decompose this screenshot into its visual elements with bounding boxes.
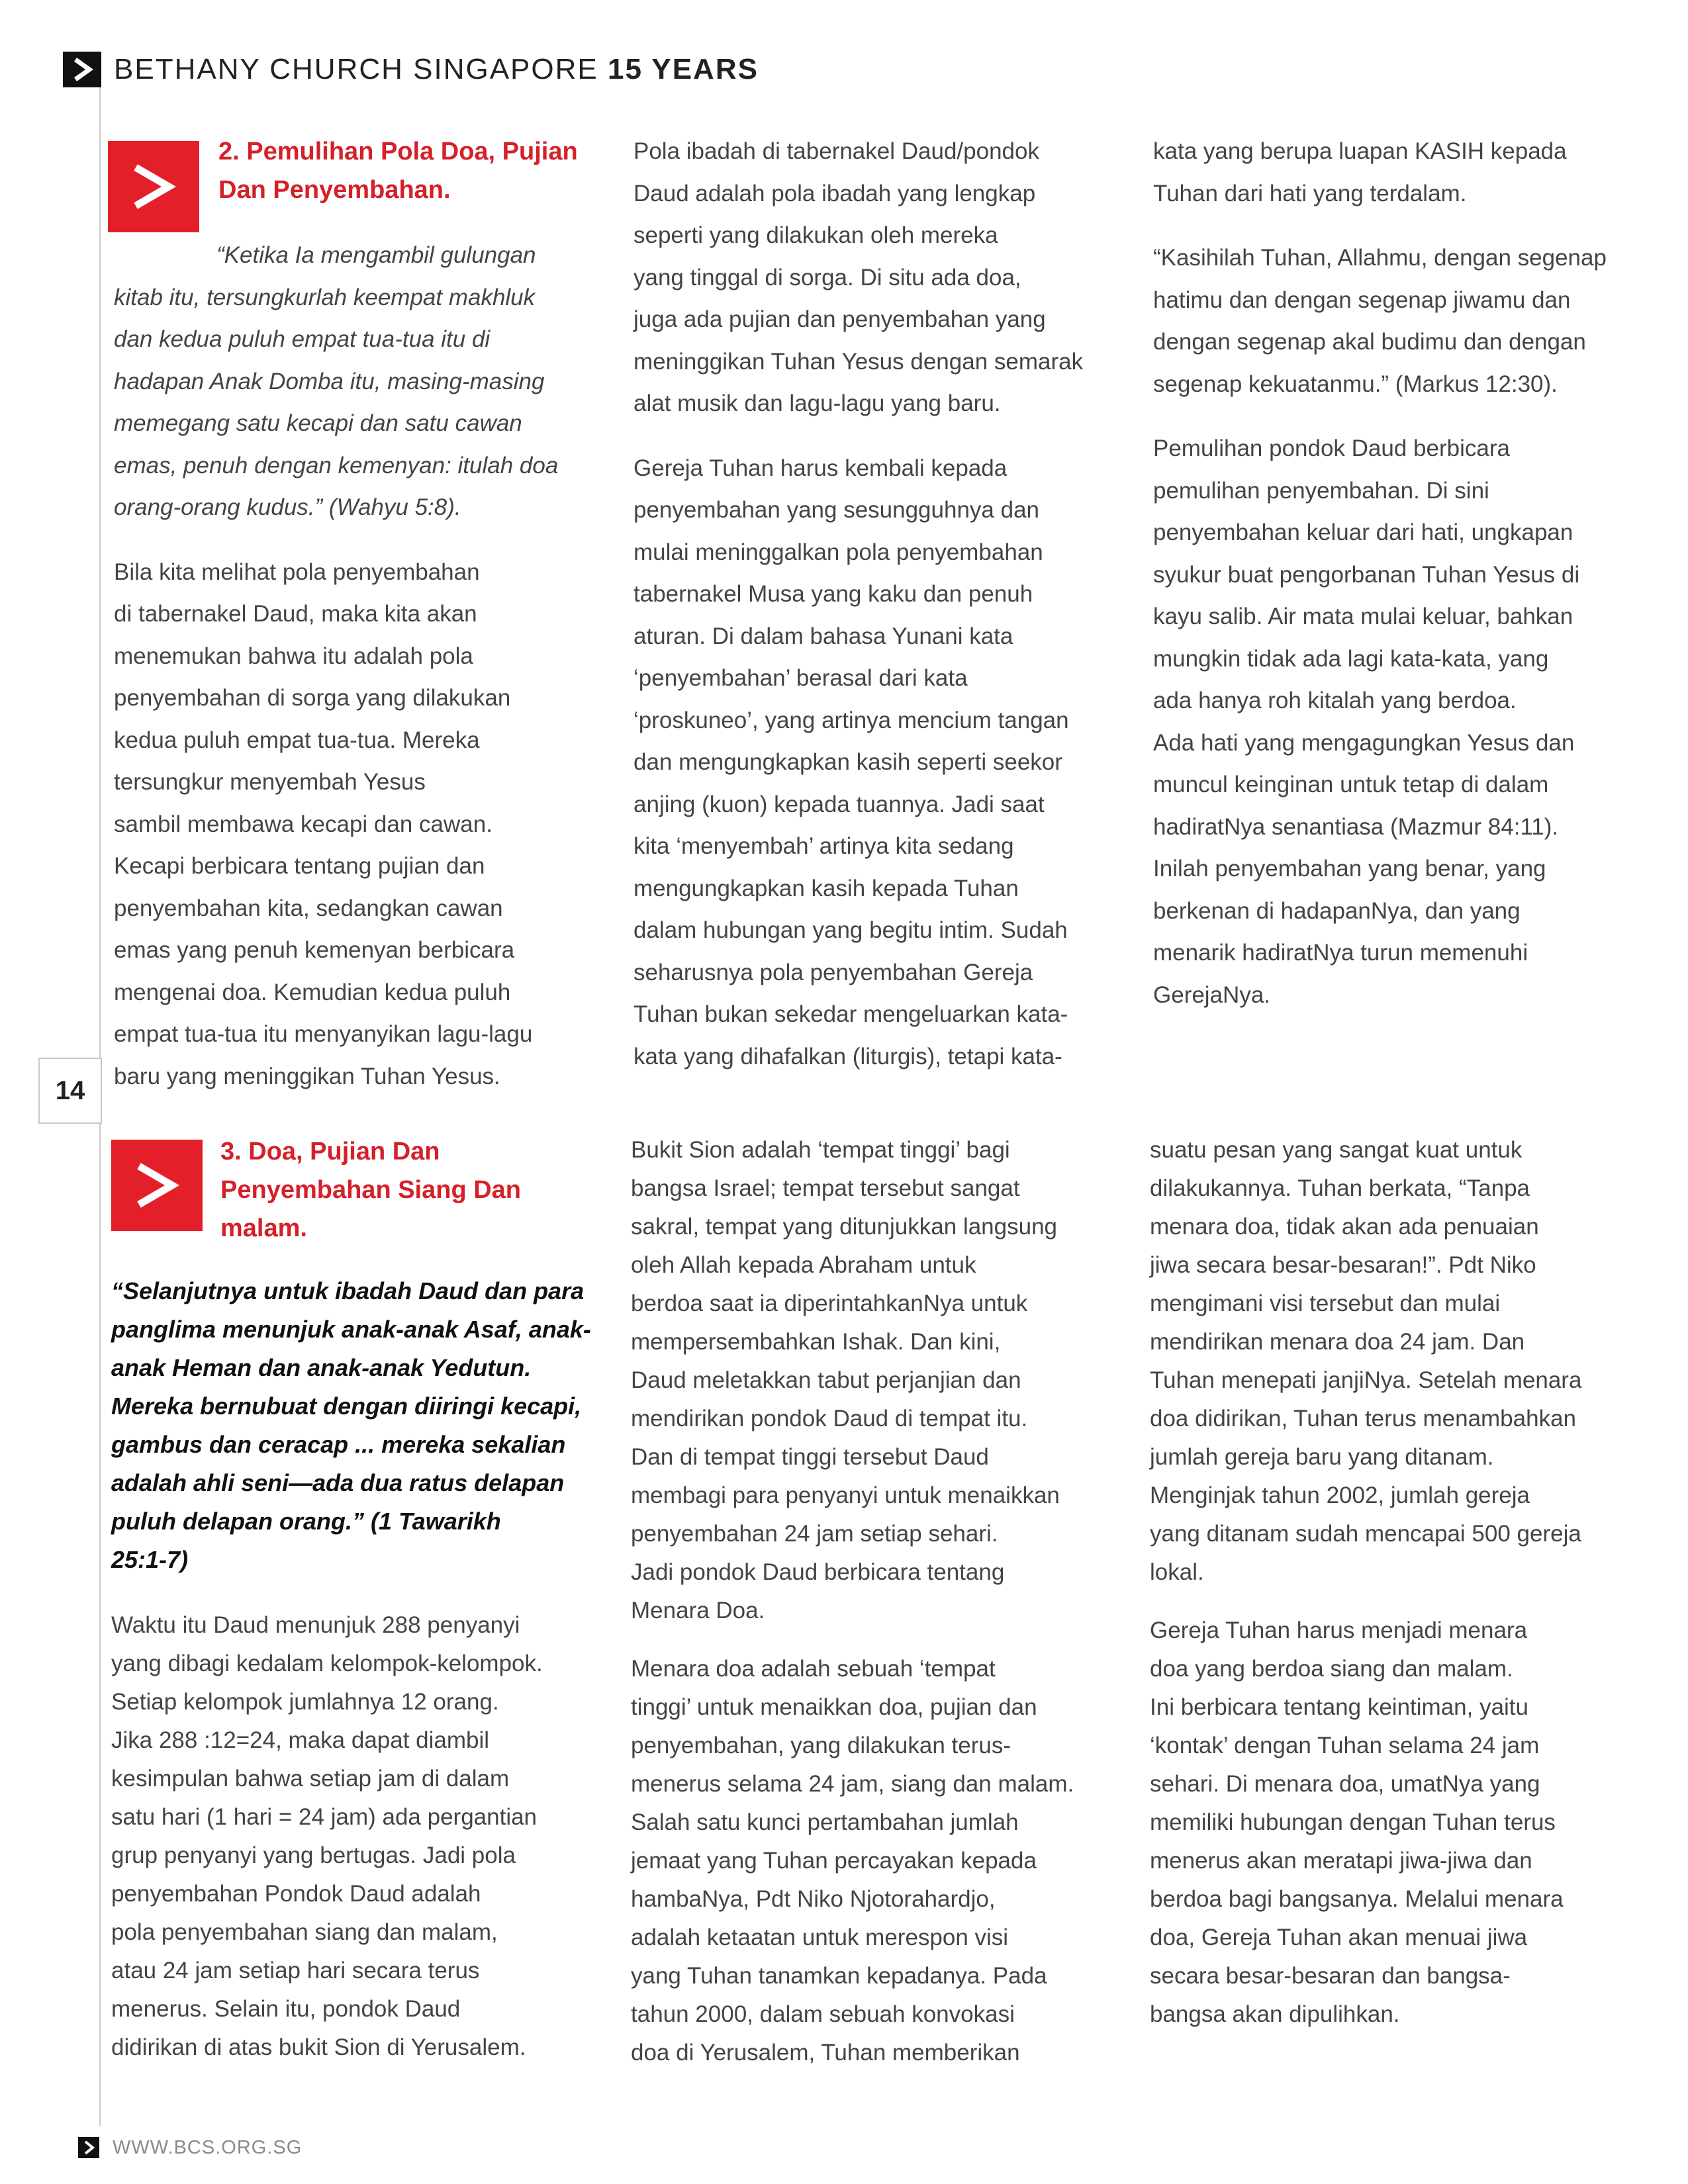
- text-line: lokal.: [1150, 1559, 1204, 1585]
- text-line: atau 24 jam setiap hari secara terus: [111, 1958, 480, 1983]
- text-line: mempersembahkan Ishak. Dan kini,: [631, 1329, 1001, 1355]
- header-title-bold: 15 YEARS: [607, 53, 759, 85]
- page-number: 14: [38, 1058, 102, 1124]
- text-line: di tabernakel Daud, maka kita akan: [114, 601, 477, 627]
- section3-column-3: [1150, 1131, 1673, 2034]
- footer-url-link[interactable]: WWW.BCS.ORG.SG: [113, 2137, 303, 2158]
- text-line: kata yang berupa luapan KASIH kepada: [1153, 138, 1567, 164]
- text-line: menerus. Selain itu, pondok Daud: [111, 1996, 461, 2022]
- text-line: penyembahan di sorga yang dilakukan: [114, 685, 511, 711]
- section2-column-2: [633, 130, 1137, 1077]
- text-line: Kecapi berbicara tentang pujian dan: [114, 853, 485, 879]
- text-line: Menara doa adalah sebuah ‘tempat: [631, 1656, 996, 1682]
- section3-quote: [111, 1272, 614, 1579]
- text-line: jemaat yang Tuhan percayakan kepada: [631, 1848, 1037, 1874]
- text-line: secara besar-besaran dan bangsa-: [1150, 1963, 1511, 1989]
- text-line: mendirikan menara doa 24 jam. Dan: [1150, 1329, 1525, 1355]
- quote-line: adalah ahli seni—ada dua ratus delapan: [111, 1469, 565, 1496]
- text-line: yang dibagi kedalam kelompok-kelompok.: [111, 1651, 543, 1676]
- text-line: membagi para penyanyi untuk menaikkan: [631, 1482, 1060, 1508]
- section3-title: [220, 1132, 604, 1248]
- section2-column-3: [1153, 130, 1676, 1016]
- text-line: seharusnya pola penyembahan Gereja: [633, 959, 1033, 985]
- text-line: Pola ibadah di tabernakel Daud/pondok: [633, 138, 1039, 164]
- section3-title-line: Penyembahan Siang Dan: [220, 1176, 522, 1204]
- text-line: penyembahan yang sesungguhnya dan: [633, 497, 1039, 523]
- text-line: mendirikan pondok Daud di tempat itu.: [631, 1406, 1028, 1432]
- text-line: anjing (kuon) kepada tuannya. Jadi saat: [633, 791, 1045, 817]
- text-line: suatu pesan yang sangat kuat untuk: [1150, 1137, 1523, 1163]
- section2-chevron-icon: [108, 141, 199, 232]
- text-line: berkenan di hadapanNya, dan yang: [1153, 897, 1521, 924]
- text-line: baru yang meninggikan Tuhan Yesus.: [114, 1063, 500, 1089]
- text-line: menerus akan meratapi jiwa-jiwa dan: [1150, 1848, 1532, 1874]
- text-line: jiwa secara besar-besaran!”. Pdt Niko: [1150, 1252, 1536, 1278]
- section2-title-line: Dan Penyembahan.: [218, 176, 451, 204]
- text-line: doa di Yerusalem, Tuhan memberikan: [631, 2040, 1020, 2066]
- text-line: doa yang berdoa siang dan malam.: [1150, 1656, 1513, 1682]
- text-line: menara doa, tidak akan ada penuaian: [1150, 1214, 1539, 1240]
- text-line: bangsa Israel; tempat tersebut sangat: [631, 1175, 1020, 1201]
- text-line: satu hari (1 hari = 24 jam) ada pergantian: [111, 1804, 538, 1830]
- text-line: penyembahan keluar dari hati, ungkapan: [1153, 520, 1573, 545]
- text-line: mengenai doa. Kemudian kedua puluh: [114, 979, 511, 1005]
- text-line: Gereja Tuhan harus menjadi menara: [1150, 1617, 1528, 1643]
- text-line: kayu salib. Air mata mulai keluar, bahkan: [1153, 604, 1573, 629]
- quote-line: kitab itu, tersungkurlah keempat makhluk: [114, 284, 536, 310]
- text-line: bangsa akan dipulihkan.: [1150, 2001, 1400, 2027]
- text-line: hadiratNya senantiasa (Mazmur 84:11).: [1153, 813, 1559, 840]
- text-line: Ini berbicara tentang keintiman, yaitu: [1150, 1694, 1528, 1720]
- quote-line: orang-orang kudus.” (Wahyu 5:8).: [114, 494, 461, 520]
- text-line: berdoa saat ia diperintahkanNya untuk: [631, 1291, 1028, 1316]
- text-line: ‘kontak’ dengan Tuhan selama 24 jam: [1150, 1733, 1540, 1758]
- text-line: empat tua-tua itu menyanyikan lagu-lagu: [114, 1021, 533, 1047]
- text-line: pemulihan penyembahan. Di sini: [1153, 477, 1489, 504]
- text-line: didirikan di atas bukit Sion di Yerusalem.: [111, 2034, 526, 2060]
- text-line: kita ‘menyembah’ artinya kita sedang: [633, 833, 1014, 859]
- text-line: Pemulihan pondok Daud berbicara: [1153, 435, 1510, 461]
- text-line: “Kasihilah Tuhan, Allahmu, dengan segenap: [1153, 245, 1607, 271]
- text-line: grup penyanyi yang bertugas. Jadi pola: [111, 1843, 516, 1868]
- text-line: Bila kita melihat pola penyembahan: [114, 559, 480, 585]
- quote-line: panglima menunjuk anak-anak Asaf, anak-: [111, 1316, 591, 1343]
- header-title: [114, 52, 759, 87]
- text-line: dan mengungkapkan kasih seperti seekor: [633, 749, 1062, 775]
- quote-line: gambus dan ceracap ... mereka sekalian: [111, 1431, 566, 1458]
- text-line: meninggikan Tuhan Yesus dengan semarak: [633, 348, 1084, 375]
- text-line: hatimu dan dengan segenap jiwamu dan: [1153, 287, 1571, 313]
- text-line: kata yang dihafalkan (liturgis), tetapi kata-: [633, 1043, 1062, 1069]
- text-line: aturan. Di dalam bahasa Yunani kata: [633, 623, 1013, 649]
- text-line: pola penyembahan siang dan malam,: [111, 1919, 498, 1945]
- header-title-text: BETHANY CHURCH SINGAPORE: [114, 53, 598, 85]
- text-line: mengimani visi tersebut dan mulai: [1150, 1291, 1501, 1316]
- text-line: sehari. Di menara doa, umatNya yang: [1150, 1771, 1540, 1797]
- section2-title-line: 2. Pemulihan Pola Doa, Pujian: [218, 138, 578, 165]
- text-line: kesimpulan bahwa setiap jam di dalam: [111, 1766, 510, 1792]
- section3-title-line: malam.: [220, 1214, 307, 1242]
- text-line: penyembahan 24 jam setiap sehari.: [631, 1521, 998, 1547]
- text-line: Jika 288 :12=24, maka dapat diambil: [111, 1727, 490, 1753]
- text-line: Menginjak tahun 2002, jumlah gereja: [1150, 1482, 1530, 1508]
- text-line: Tuhan bukan sekedar mengeluarkan kata-: [633, 1001, 1068, 1027]
- text-line: syukur buat pengorbanan Tuhan Yesus di: [1153, 561, 1580, 588]
- text-line: penyembahan Pondok Daud adalah: [111, 1881, 481, 1907]
- text-line: Dan di tempat tinggi tersebut Daud: [631, 1444, 989, 1470]
- text-line: sakral, tempat yang ditunjukkan langsung: [631, 1214, 1058, 1240]
- text-line: menemukan bahwa itu adalah pola: [114, 643, 473, 669]
- text-line: sambil membawa kecapi dan cawan.: [114, 811, 492, 837]
- section3-column-1: [111, 1606, 621, 2067]
- text-line: dengan segenap akal budimu dan dengan: [1153, 329, 1586, 355]
- quote-line: memegang satu kecapi dan satu cawan: [114, 410, 522, 436]
- section3-column-2: [631, 1131, 1141, 2072]
- section3-title-line: 3. Doa, Pujian Dan: [220, 1138, 440, 1165]
- text-line: oleh Allah kepada Abraham untuk: [631, 1252, 976, 1278]
- text-line: Salah satu kunci pertambahan jumlah: [631, 1809, 1019, 1835]
- text-line: Inilah penyembahan yang benar, yang: [1153, 856, 1546, 882]
- text-line: doa didirikan, Tuhan terus menambahkan: [1150, 1406, 1577, 1432]
- text-line: dalam hubungan yang begitu intim. Sudah: [633, 917, 1068, 943]
- text-line: GerejaNya.: [1153, 981, 1271, 1008]
- text-line: adalah ketaatan untuk merespon visi: [631, 1925, 1009, 1950]
- quote-line: emas, penuh dengan kemenyan: itulah doa: [114, 452, 559, 478]
- text-line: seperti yang dilakukan oleh mereka: [633, 222, 998, 248]
- quote-line: “Selanjutnya untuk ibadah Daud dan para: [111, 1277, 585, 1304]
- text-line: menarik hadiratNya turun memenuhi: [1153, 940, 1528, 966]
- text-line: mulai meninggalkan pola penyembahan: [633, 539, 1043, 565]
- quote-line: Mereka bernubuat dengan diiringi kecapi,: [111, 1392, 582, 1420]
- text-line: Setiap kelompok jumlahnya 12 orang.: [111, 1689, 499, 1715]
- text-line: tersungkur menyembah Yesus: [114, 769, 426, 795]
- text-line: ada hanya roh kitalah yang berdoa.: [1153, 688, 1517, 713]
- text-line: berdoa bagi bangsanya. Melalui menara: [1150, 1886, 1564, 1912]
- quote-line: 25:1-7): [111, 1546, 189, 1573]
- text-line: jumlah gereja baru yang ditanam.: [1150, 1444, 1494, 1470]
- text-line: yang Tuhan tanamkan kepadanya. Pada: [631, 1963, 1047, 1989]
- text-line: tahun 2000, dalam sebuah konvokasi: [631, 2001, 1015, 2027]
- text-line: tinggi’ untuk menaikkan doa, pujian dan: [631, 1694, 1037, 1720]
- text-line: Tuhan dari hati yang terdalam.: [1153, 180, 1467, 206]
- text-line: doa, Gereja Tuhan akan menuai jiwa: [1150, 1925, 1528, 1950]
- text-line: Bukit Sion adalah ‘tempat tinggi’ bagi: [631, 1137, 1010, 1163]
- text-line: Waktu itu Daud menunjuk 288 penyanyi: [111, 1612, 520, 1638]
- text-line: menerus selama 24 jam, siang dan malam.: [631, 1771, 1074, 1797]
- quote-line: “Ketika Ia mengambil gulungan: [216, 242, 536, 268]
- text-line: Gereja Tuhan harus kembali kepada: [633, 455, 1008, 481]
- footer-chevron-icon: [78, 2137, 99, 2158]
- section3-chevron-icon: [111, 1140, 203, 1231]
- text-line: juga ada pujian dan penyembahan yang: [633, 306, 1046, 332]
- section2-title: [218, 132, 602, 209]
- text-line: tabernakel Musa yang kaku dan penuh: [633, 581, 1033, 607]
- text-line: Daud adalah pola ibadah yang lengkap: [633, 180, 1036, 206]
- quote-line: hadapan Anak Domba itu, masing-masing: [114, 368, 545, 394]
- text-line: kedua puluh empat tua-tua. Mereka: [114, 727, 480, 753]
- text-line: Ada hati yang mengagungkan Yesus dan: [1153, 729, 1575, 756]
- text-line: penyembahan kita, sedangkan cawan: [114, 895, 503, 921]
- quote-line: dan kedua puluh empat tua-tua itu di: [114, 326, 491, 352]
- quote-line: puluh delapan orang.” (1 Tawarikh: [111, 1508, 501, 1535]
- header-chevron-icon: [63, 52, 101, 87]
- section2-column-1: [114, 234, 617, 1097]
- text-line: muncul keinginan untuk tetap di dalam: [1153, 772, 1549, 797]
- text-line: dilakukannya. Tuhan berkata, “Tanpa: [1150, 1175, 1530, 1201]
- text-line: mungkin tidak ada lagi kata-kata, yang: [1153, 645, 1549, 672]
- text-line: hambaNya, Pdt Niko Njotorahardjo,: [631, 1886, 996, 1912]
- text-line: memiliki hubungan dengan Tuhan terus: [1150, 1809, 1556, 1835]
- text-line: emas yang penuh kemenyan berbicara: [114, 937, 515, 963]
- text-line: Jadi pondok Daud berbicara tentang: [631, 1559, 1005, 1585]
- text-line: alat musik dan lagu-lagu yang baru.: [633, 390, 1001, 416]
- text-line: yang ditanam sudah mencapai 500 gereja: [1150, 1521, 1581, 1547]
- text-line: segenap kekuatanmu.” (Markus 12:30).: [1153, 371, 1558, 397]
- text-line: Daud meletakkan tabut perjanjian dan: [631, 1367, 1021, 1393]
- text-line: ‘penyembahan’ berasal dari kata: [633, 665, 968, 691]
- text-line: penyembahan, yang dilakukan terus-: [631, 1733, 1011, 1758]
- text-line: Tuhan menepati janjiNya. Setelah menara: [1150, 1367, 1582, 1393]
- text-line: mengungkapkan kasih kepada Tuhan: [633, 875, 1019, 901]
- quote-line: anak Heman dan anak-anak Yedutun.: [111, 1354, 532, 1381]
- text-line: ‘proskuneo’, yang artinya mencium tangan: [633, 707, 1069, 733]
- text-line: Menara Doa.: [631, 1598, 765, 1623]
- text-line: yang tinggal di sorga. Di situ ada doa,: [633, 264, 1021, 291]
